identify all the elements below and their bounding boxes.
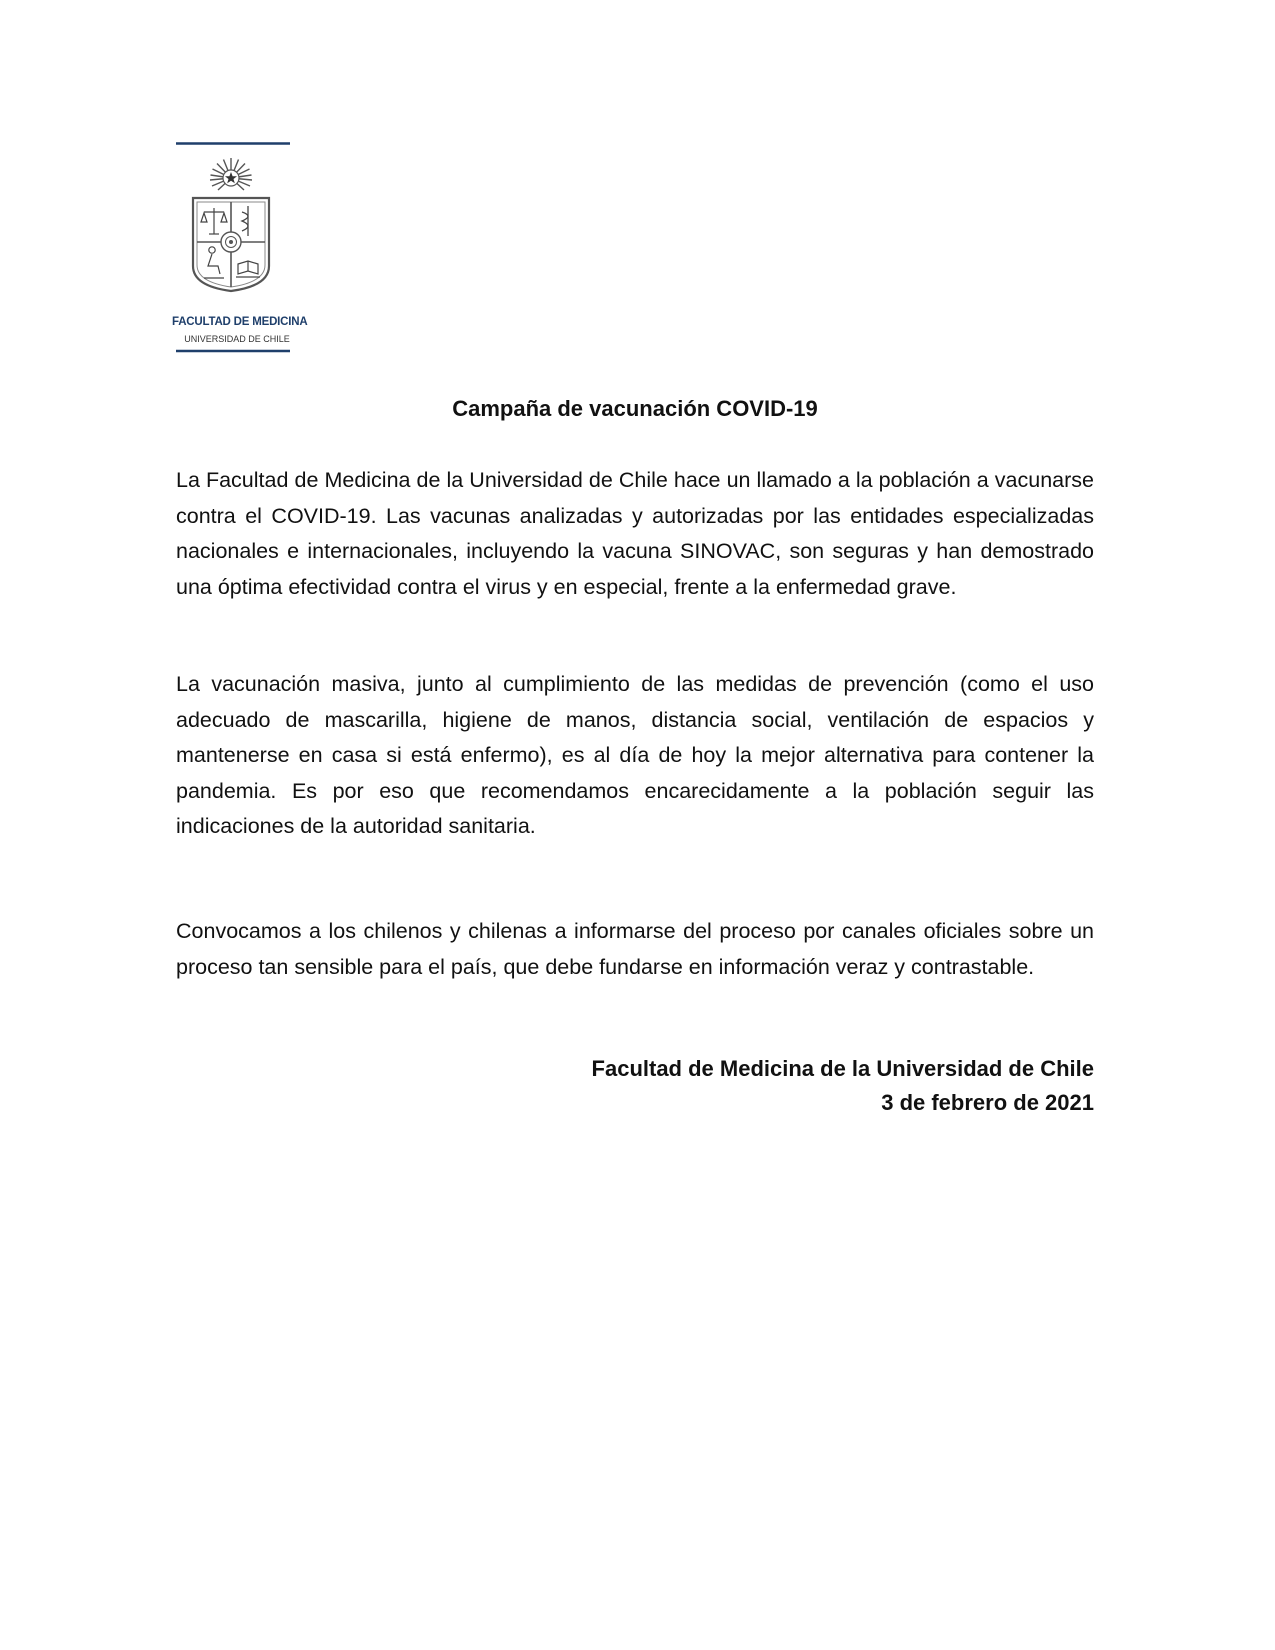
logo-subtitle: UNIVERSIDAD DE CHILE <box>184 334 290 344</box>
paragraph-2: La vacunación masiva, junto al cumplimiento de las medidas de prevención (como el uso adecuado de mascarilla, higiene de manos, distancia social, ventilación de espacios y mantenerse en casa si está enfermo), es al día de hoy la mejor alternativa para contener la pandemia. Es por eso que recomendamos encarecidamente a la población seguir las indicaciones de la autoridad sanitaria. <box>176 672 1094 838</box>
paragraph-3: Convocamos a los chilenos y chilenas a informarse del proceso por canales oficiales sobre un proceso tan sensible para el país, que debe fundarse en información veraz y contrastable. <box>176 919 1094 979</box>
signature-institution: Facultad de Medicina de la Universidad de Chile <box>591 1056 1094 1081</box>
faculty-logo <box>172 142 308 358</box>
university-crest-icon <box>172 142 302 312</box>
document-title: Campaña de vacunación COVID-19 <box>452 396 818 421</box>
signature-block <box>176 1052 1094 1120</box>
paragraph-1: La Facultad de Medicina de la Universidad de Chile hace un llamado a la población a vacunarse contra el COVID-19. Las vacunas analizadas y autorizadas por las entidades especializadas nacionales e internacionales, incluyendo la vacuna SINOVAC, son seguras y han demostrado una óptima efectividad contra el virus y en especial, frente a la enfermedad grave. <box>176 468 1094 599</box>
logo-bottom-rule <box>172 348 302 354</box>
signature-date: 3 de febrero de 2021 <box>881 1090 1094 1115</box>
logo-title: FACULTAD DE MEDICINA <box>172 316 308 328</box>
